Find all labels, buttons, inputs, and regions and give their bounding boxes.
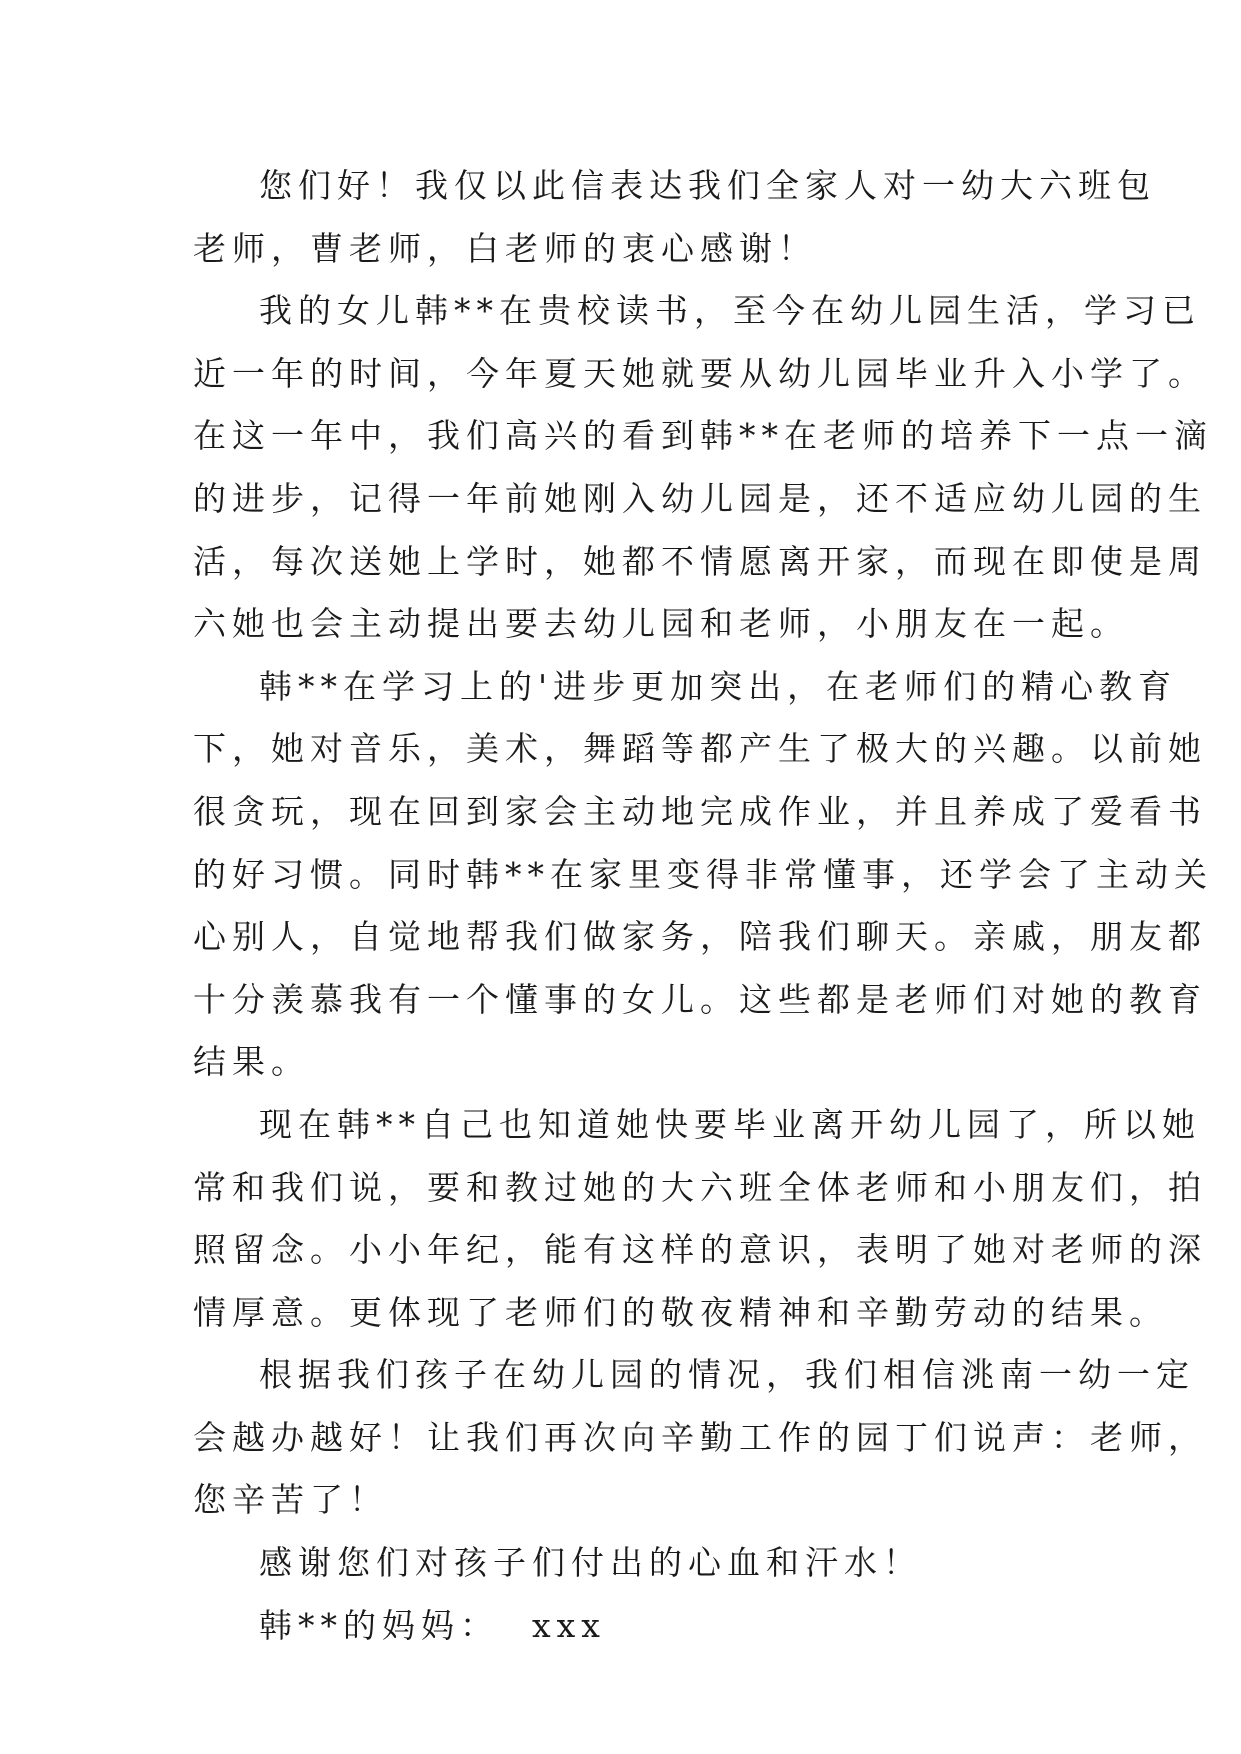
letter-line: 心别人，自觉地帮我们做家务，陪我们聊天。亲戚，朋友都: [193, 917, 1207, 957]
letter-line: 在这一年中，我们高兴的看到韩**在老师的培养下一点一滴: [193, 416, 1213, 456]
letter-line: 近一年的时间，今年夏天她就要从幼儿园毕业升入小学了。: [193, 353, 1207, 393]
letter-line: 的好习惯。同时韩**在家里变得非常懂事，还学会了主动关: [193, 854, 1213, 894]
letter-line: 十分羡慕我有一个懂事的女儿。这些都是老师们对她的教育: [193, 979, 1207, 1019]
letter-line: 我的女儿韩**在贵校读书，至今在幼儿园生活，学习已: [259, 291, 1201, 331]
letter-line: 结果。: [193, 1042, 310, 1082]
letter-line: 六她也会主动提出要去幼儿园和老师，小朋友在一起。: [193, 604, 1129, 644]
letter-line: 感谢您们对孩子们付出的心血和汗水！: [259, 1543, 922, 1583]
signature-line: 韩**的妈妈： xxx: [259, 1605, 606, 1645]
letter-line: 您们好！我仅以此信表达我们全家人对一幼大六班包: [259, 166, 1156, 205]
letter-line: 老师，曹老师，白老师的衷心感谢！: [193, 228, 817, 268]
letter-line: 会越办越好！让我们再次向辛勤工作的园丁们说声：老师，: [193, 1417, 1207, 1457]
letter-line: 活，每次送她上学时，她都不情愿离开家，而现在即使是周: [193, 541, 1207, 581]
letter-body: [193, 155, 1213, 1657]
letter-line: 韩**在学习上的'进步更加突出，在老师们的精心教育: [259, 666, 1178, 706]
letter-line: 照留念。小小年纪，能有这样的意识，表明了她对老师的深: [193, 1230, 1207, 1270]
letter-line: 下，她对音乐，美术，舞蹈等都产生了极大的兴趣。以前她: [193, 729, 1207, 769]
letter-line: 您辛苦了！: [193, 1480, 388, 1520]
letter-line: 根据我们孩子在幼儿园的情况，我们相信洮南一幼一定: [259, 1355, 1195, 1395]
letter-line: 情厚意。更体现了老师们的敬夜精神和辛勤劳动的结果。: [193, 1292, 1168, 1332]
letter-line: 现在韩**自己也知道她快要毕业离开幼儿园了，所以她: [259, 1104, 1201, 1144]
letter-line: 很贪玩，现在回到家会主动地完成作业，并且养成了爱看书: [193, 791, 1207, 831]
letter-line: 常和我们说，要和教过她的大六班全体老师和小朋友们，拍: [193, 1167, 1207, 1207]
letter-line: 的进步，记得一年前她刚入幼儿园是，还不适应幼儿园的生: [193, 478, 1207, 518]
